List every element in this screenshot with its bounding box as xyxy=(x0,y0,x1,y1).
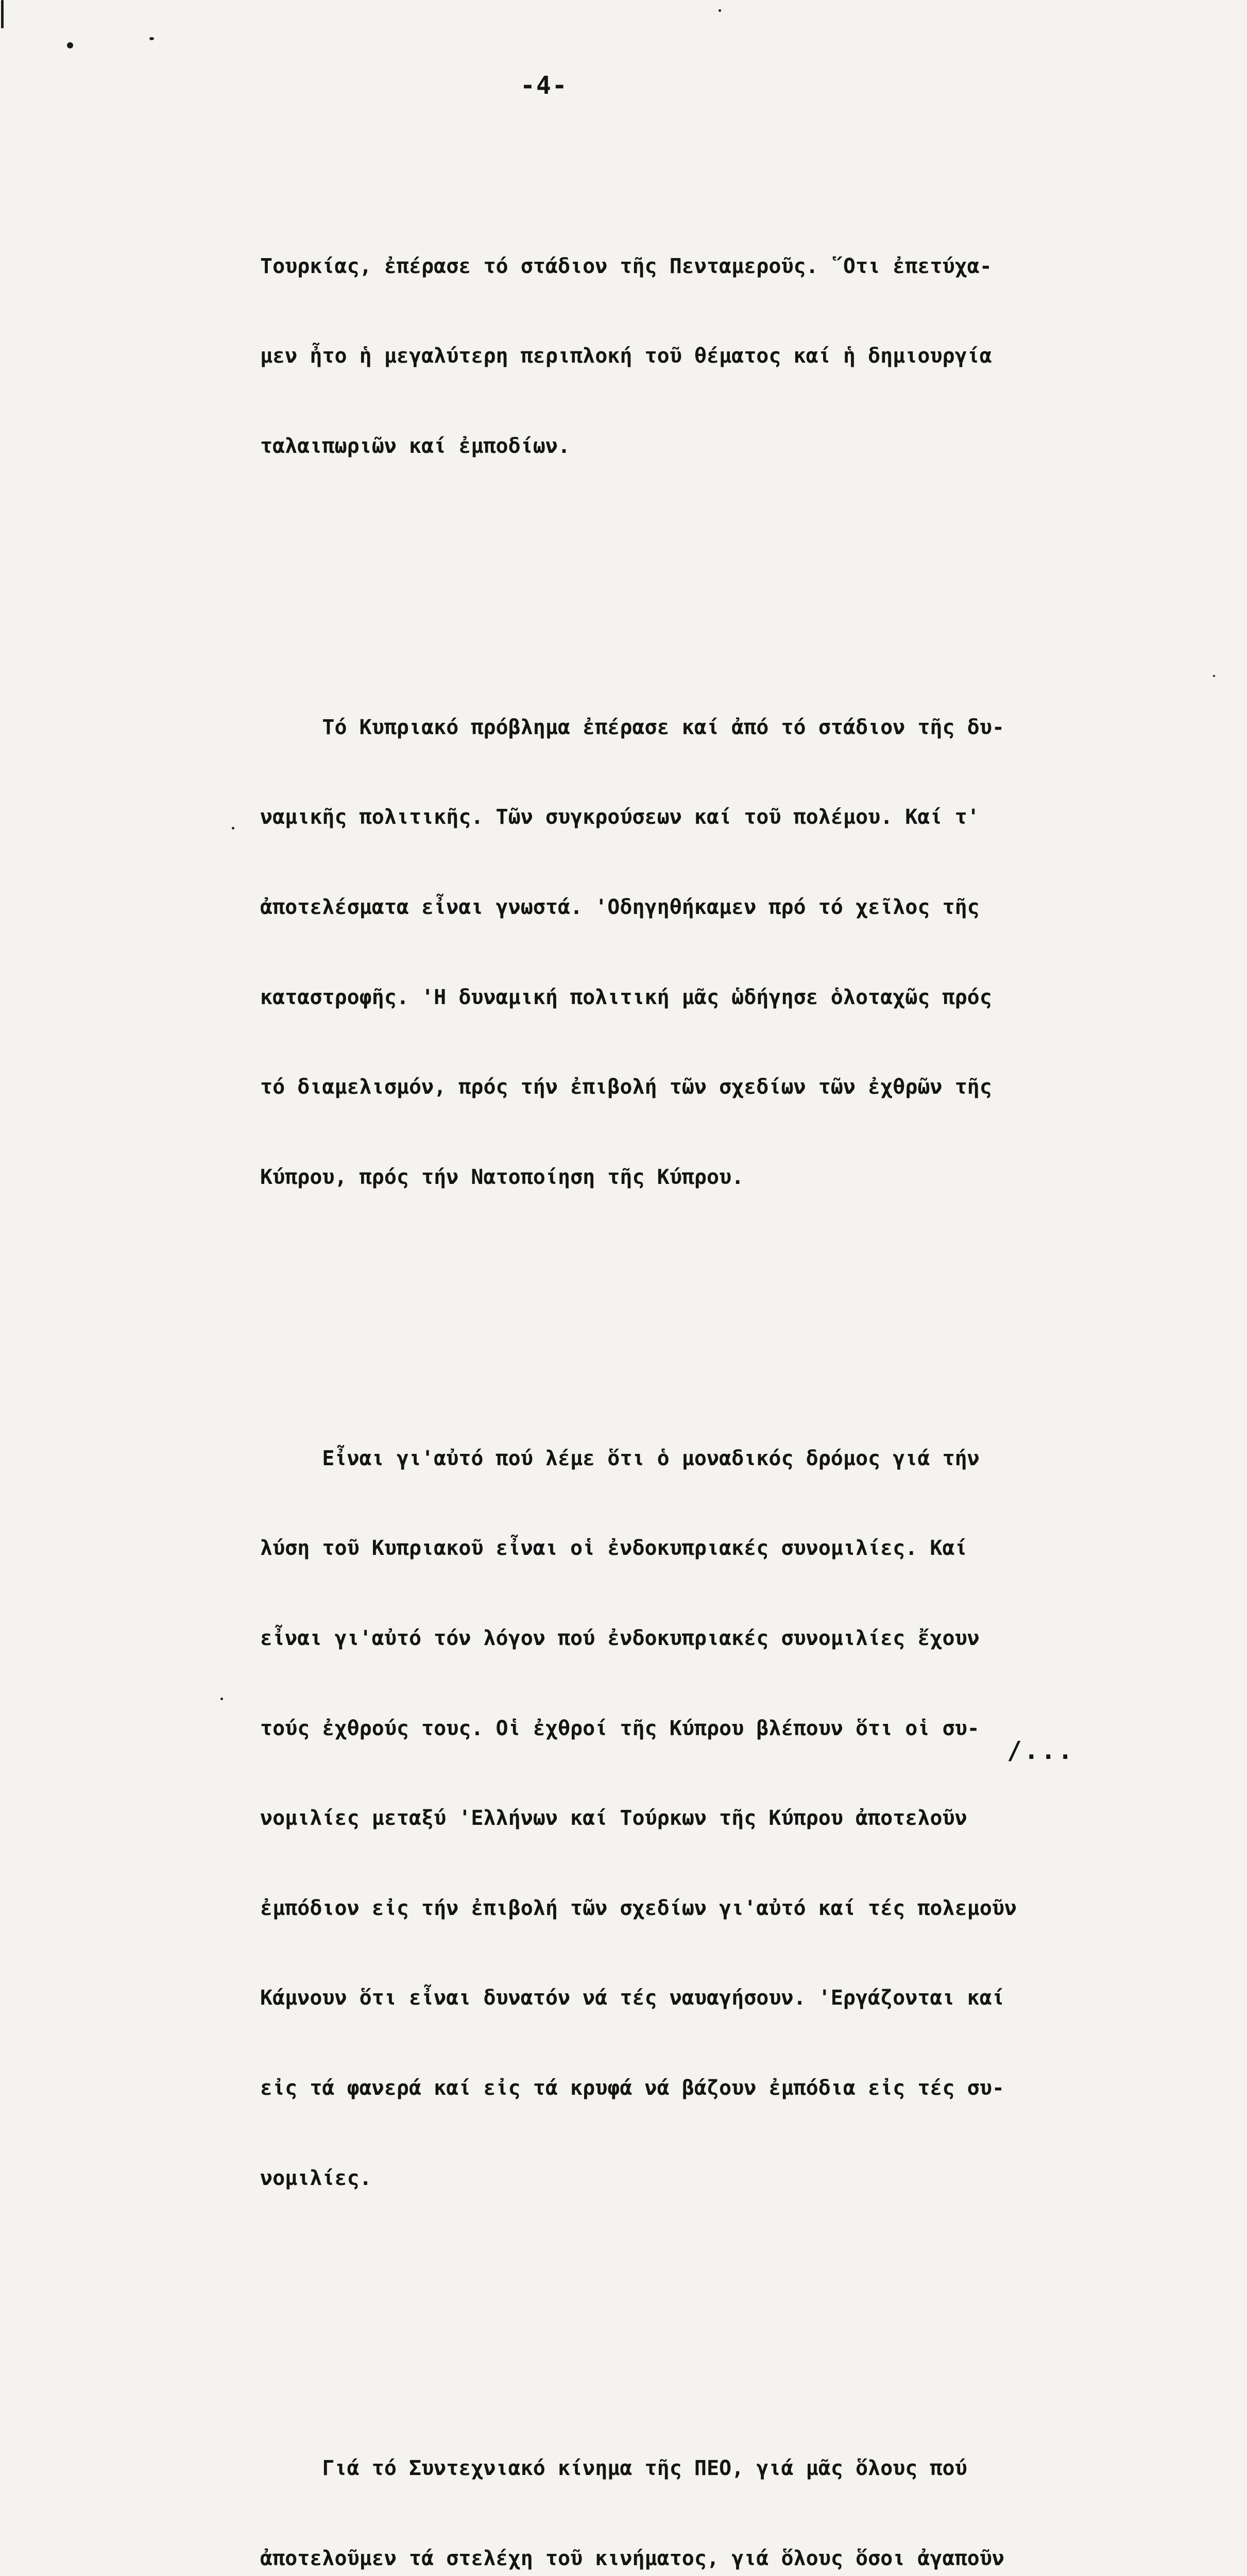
text-line: καταστροφῆς. 'Η δυναμική πολιτική μᾶς ὡδήγησε ὁλοταχῶς πρός xyxy=(260,985,992,1009)
text-line: ἀποτελοῦμεν τά στελέχη τοῦ κινήματος, γιά ὅλους ὅσοι ἀγαποῦν xyxy=(260,2547,1004,2571)
text-line: ἐμπόδιον εἰς τήν ἐπιβολή τῶν σχεδίων γι'αὐτό καί τές πολεμοῦν xyxy=(260,1896,1017,1920)
text-line: Κύπρου, πρός τήν Νατοποίηση τῆς Κύπρου. xyxy=(260,1165,744,1189)
text-line: Κάμνουν ὅτι εἶναι δυνατόν νά τές ναυαγήσουν. 'Εργάζονται καί xyxy=(260,1986,1004,2010)
text-line: εἰς τά φανερά καί εἰς τά κρυφά νά βάζουν ἐμπόδια εἰς τές συ- xyxy=(260,2076,1004,2100)
text-line: νομιλίες. xyxy=(260,2166,372,2190)
text-line: Γιά τό Συντεχνιακό κίνημα τῆς ΠΕΟ, γιά μᾶς ὅλους πού xyxy=(260,2456,967,2481)
scan-speck xyxy=(220,1698,223,1700)
scan-speck xyxy=(232,827,234,829)
text-line: Τό Κυπριακό πρόβλημα ἐπέρασε καί ἀπό τό στάδιον τῆς δυ- xyxy=(260,715,1004,739)
paragraph xyxy=(260,1383,1234,2253)
paragraph xyxy=(260,2394,1234,2576)
text-line: νομιλίες μεταξύ 'Ελλήνων καί Τούρκων τῆς Κύπρου ἀποτελοῦν xyxy=(260,1806,967,1831)
text-line: μεν ἦτο ἡ μεγαλύτερη περιπλοκή τοῦ θέματος καί ἡ δημιουργία xyxy=(260,344,992,368)
text-line: Τουρκίας, ἐπέρασε τό στάδιον τῆς Πενταμεροῦς. ῞Οτι ἐπετύχα- xyxy=(260,254,992,278)
text-line: λύση τοῦ Κυπριακοῦ εἶναι οἱ ἐνδοκυπριακές συνομιλίες. Καί xyxy=(260,1536,967,1561)
scan-speck xyxy=(67,42,73,48)
paragraph xyxy=(260,191,1234,521)
scan-speck xyxy=(1,0,4,28)
text-line: ναμικῆς πολιτικῆς. Τῶν συγκρούσεων καί τοῦ πολέμου. Καί τ' xyxy=(260,805,980,829)
text-line: Εἶναι γι'αὐτό πού λέμε ὅτι ὁ μοναδικός δρόμος γιά τήν xyxy=(260,1446,980,1470)
text-line: εἶναι γι'αὐτό τόν λόγον πού ἐνδοκυπριακές συνομιλίες ἔχουν xyxy=(260,1626,980,1650)
text-line: τούς ἐχθρούς τους. Οἱ ἐχθροί τῆς Κύπρου βλέπουν ὅτι οἱ συ- xyxy=(260,1716,980,1740)
text-line: ἀποτελέσματα εἶναι γνωστά. 'Οδηγηθήκαμεν πρό τό χεῖλος τῆς xyxy=(260,895,980,920)
page-number: -4- xyxy=(520,71,568,100)
scan-speck xyxy=(719,9,721,12)
paragraph xyxy=(260,652,1234,1252)
text-line: τό διαμελισμόν, πρός τήν ἐπιβολή τῶν σχεδίων τῶν ἐχθρῶν τῆς xyxy=(260,1075,992,1099)
document-body xyxy=(260,131,1234,2576)
scan-speck xyxy=(149,37,154,40)
continuation-mark: /... xyxy=(1007,1736,1075,1765)
text-line: ταλαιπωριῶν καί ἐμποδίων. xyxy=(260,434,571,459)
